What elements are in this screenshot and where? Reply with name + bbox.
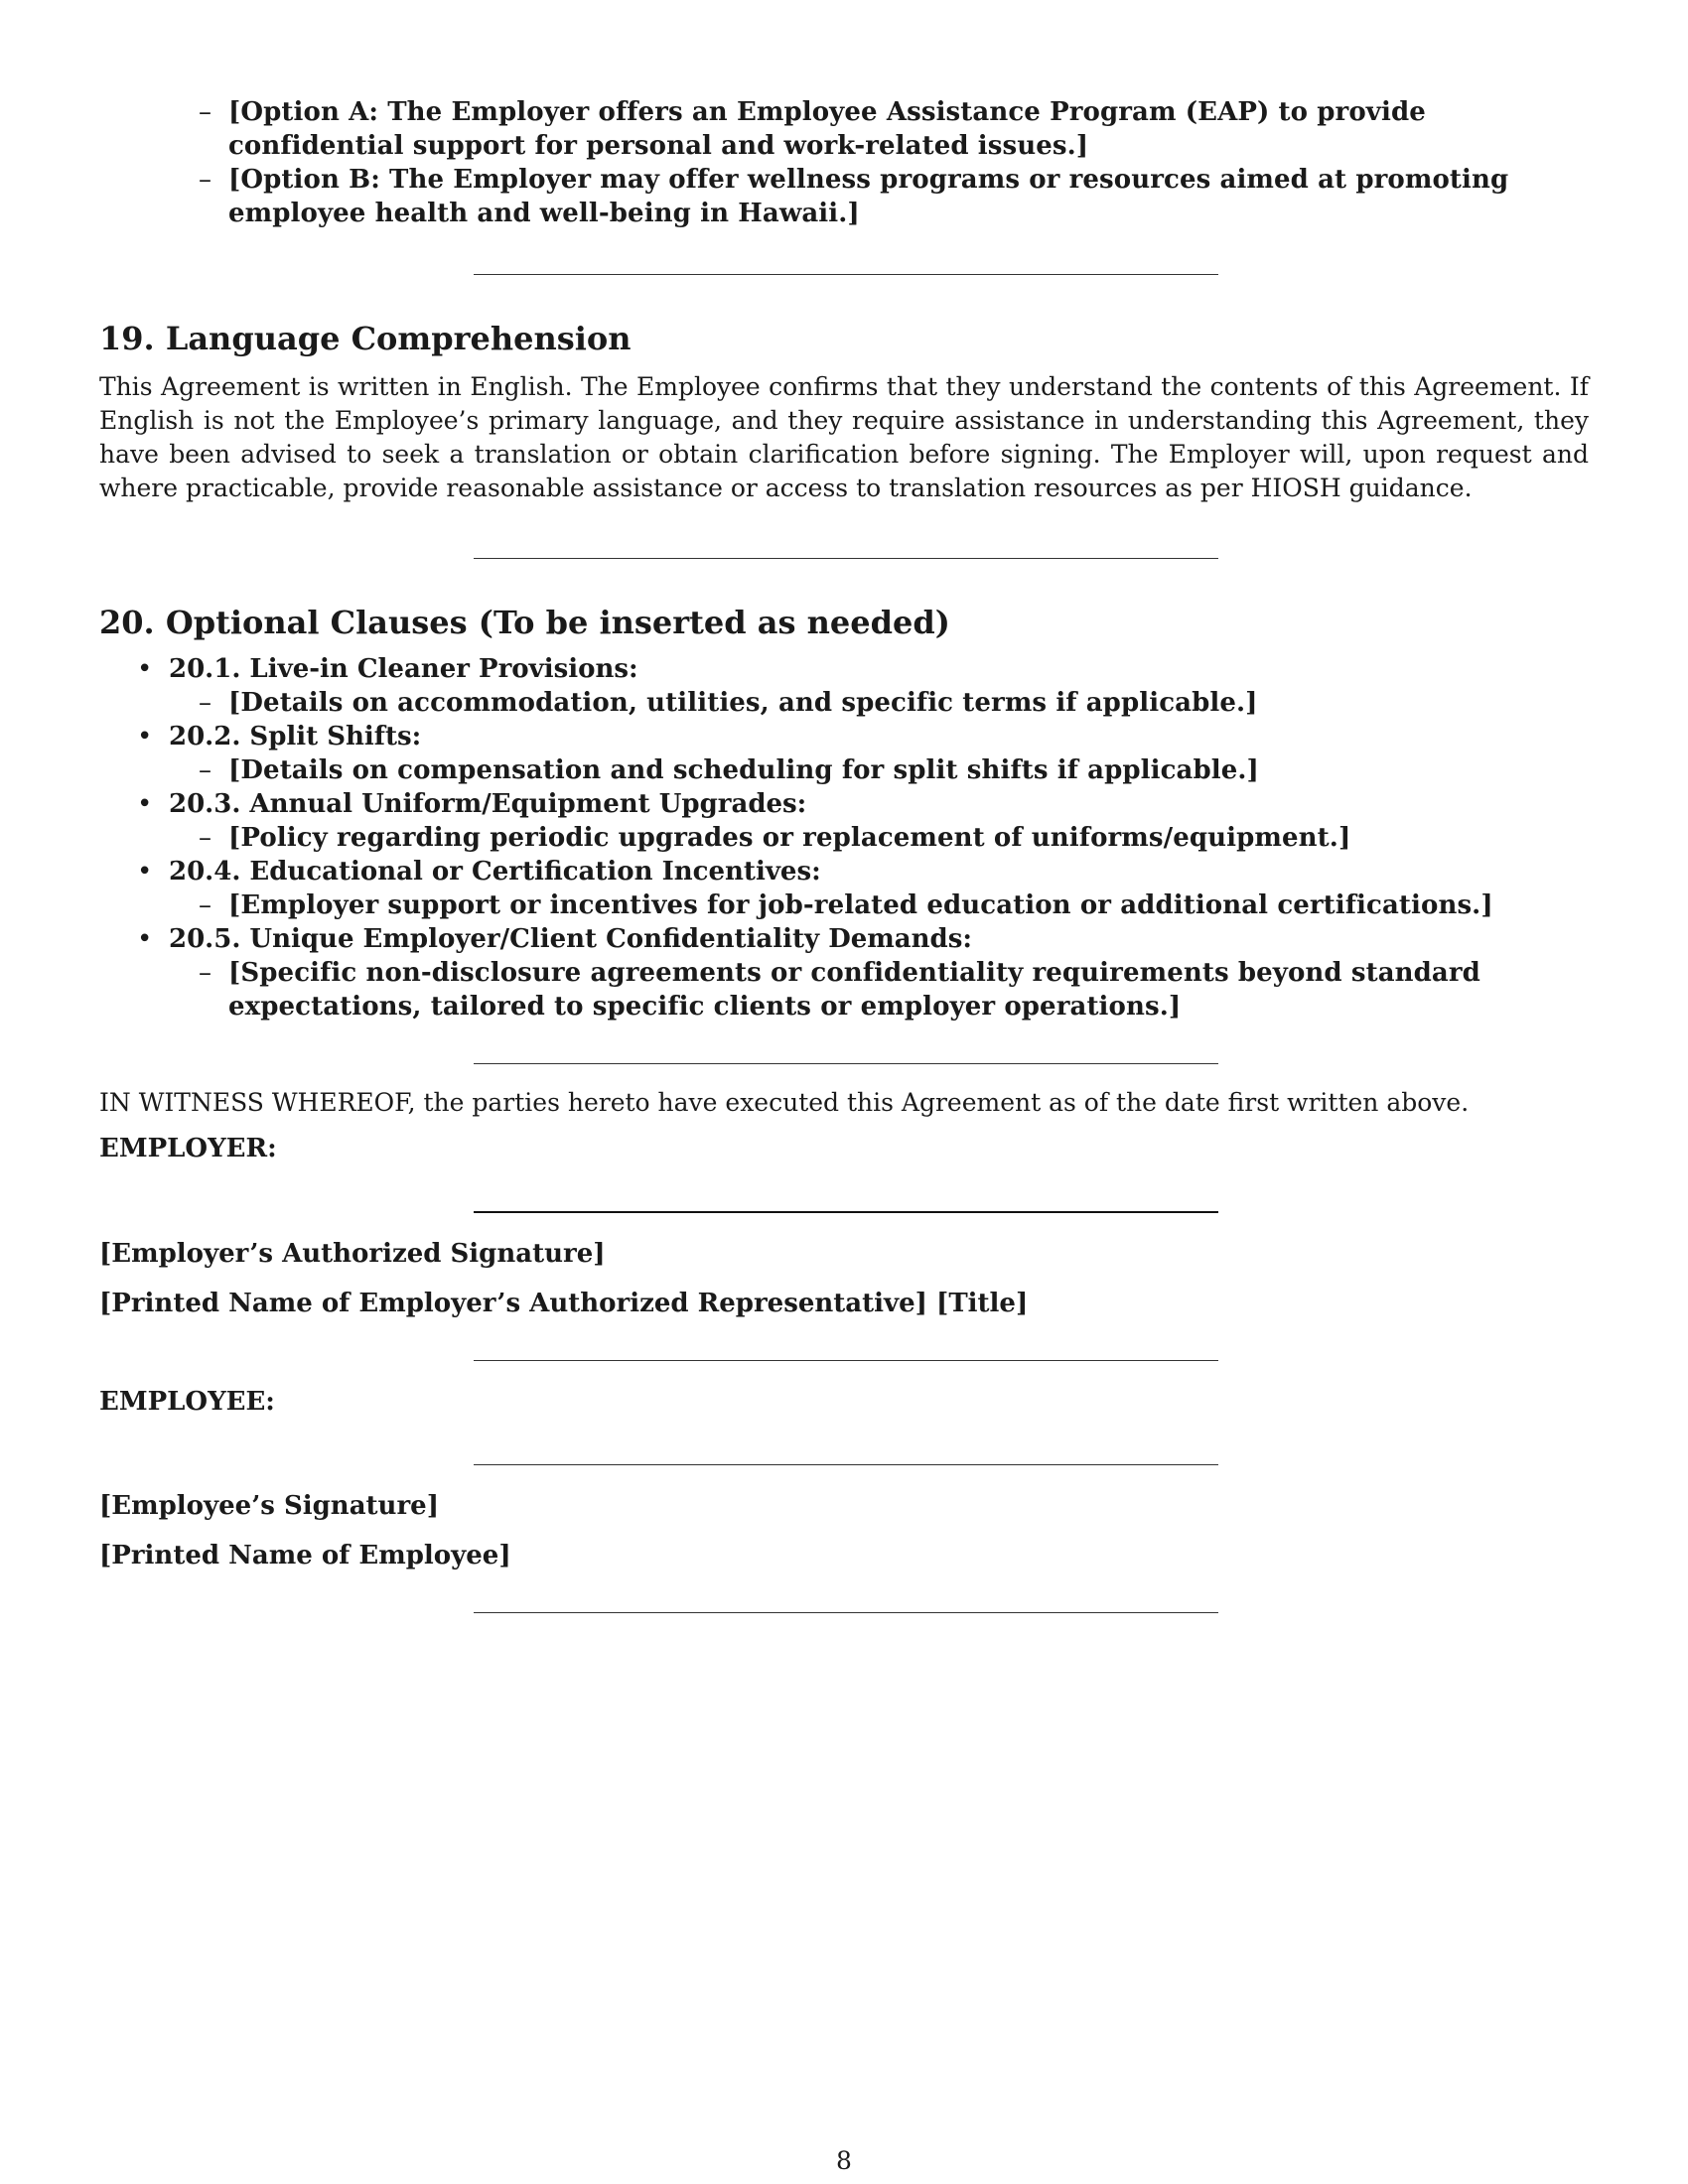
employee-printed-name-caption: [Printed Name of Employee]: [99, 1541, 511, 1570]
employee-signature-line: [474, 1464, 1218, 1465]
optional-clauses-list: [99, 652, 1589, 1024]
option-a: – [Option A: The Employer offers an Employee Assistance Program (EAP) to provide confidential support for personal and work-related issues.]: [199, 95, 1589, 163]
employer-signature-caption: [Employer’s Authorized Signature]: [99, 1239, 606, 1269]
benefit-options-list: [99, 95, 1589, 230]
clause-label: 20.2. Split Shifts:: [169, 722, 422, 751]
employee-signature-caption: [Employee’s Signature]: [99, 1491, 439, 1521]
section-19-body: This Agreement is written in English. The Employee confirms that they understand the contents of this Agreement. If English is not the Employee’s primary language, and they require assistance in understanding this Agreement, they have been advised to seek a translation or obtain clarification before signing. The Employer will, upon request and where practicable, provide reasonable assistance or access to translation resources as per HIOSH guidance.: [99, 372, 1589, 502]
section-divider: [474, 558, 1218, 559]
document-page: [99, 95, 1589, 1613]
employer-printed-name-caption: [Printed Name of Employer’s Authorized Representative] [Title]: [99, 1289, 1029, 1318]
clause-detail: – [Details on compensation and scheduling for split shifts if applicable.]: [199, 753, 1589, 787]
section-divider: [474, 274, 1218, 275]
clause-label: 20.5. Unique Employer/Client Confidentiality Demands:: [169, 924, 972, 954]
section-19-heading: 19. Language Comprehension: [99, 320, 632, 357]
clause-item: [135, 787, 1589, 855]
witness-statement: IN WITNESS WHEREOF, the parties hereto have executed this Agreement as of the date first written above.: [99, 1088, 1470, 1117]
section-divider: [474, 1612, 1218, 1613]
clause-item: [135, 855, 1589, 922]
section-divider: [474, 1360, 1218, 1361]
clause-detail: – [Employer support or incentives for job-related education or additional certifications.]: [199, 888, 1589, 922]
page-number: 8: [836, 2146, 852, 2175]
employee-label: EMPLOYEE:: [99, 1387, 275, 1417]
clause-item: [135, 720, 1589, 787]
clause-label: 20.3. Annual Uniform/Equipment Upgrades:: [169, 789, 807, 819]
section-divider: [474, 1063, 1218, 1064]
clause-item: [135, 922, 1589, 1024]
clause-item: [135, 652, 1589, 720]
clause-label: 20.1. Live-in Cleaner Provisions:: [169, 654, 638, 684]
clause-detail: – [Policy regarding periodic upgrades or replacement of uniforms/equipment.]: [199, 821, 1589, 855]
employer-signature-line: [474, 1211, 1218, 1213]
clause-detail: – [Specific non-disclosure agreements or confidentiality requirements beyond standard expectations, tailored to specific clients or employer operations.]: [199, 956, 1589, 1024]
employer-label: EMPLOYER:: [99, 1134, 277, 1163]
option-b: – [Option B: The Employer may offer wellness programs or resources aimed at promoting employee health and well-being in Hawaii.]: [199, 163, 1589, 230]
clause-detail: – [Details on accommodation, utilities, and specific terms if applicable.]: [199, 686, 1589, 720]
clause-label: 20.4. Educational or Certification Incentives:: [169, 857, 821, 887]
section-20-heading: 20. Optional Clauses (To be inserted as needed): [99, 604, 950, 641]
